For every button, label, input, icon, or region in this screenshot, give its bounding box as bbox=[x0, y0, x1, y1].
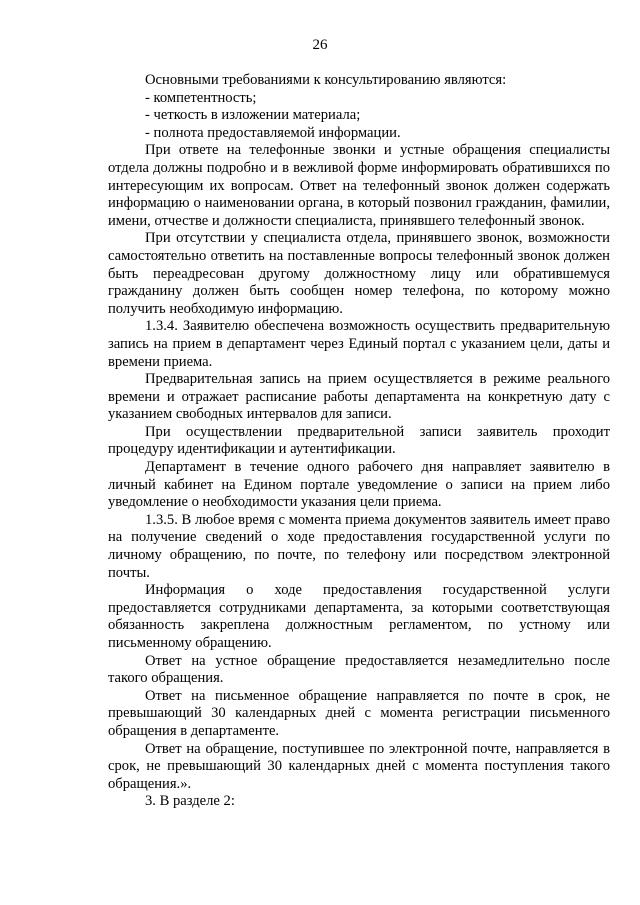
page-number: 26 bbox=[312, 37, 328, 53]
paragraph-section-1-3-5: 1.3.5. В любое время с момента приема документов заявитель имеет право на получение сведений о ходе предоставления государственной услуги по личному обращению, по почте, по телефону или посредством электронной почты. bbox=[108, 511, 610, 581]
paragraph-written-response: Ответ на письменное обращение направляется по почте в срок, не превышающий 30 календарных дней с момента регистрации письменного обращения в департаменте. bbox=[108, 687, 610, 739]
paragraph-realtime-booking: Предварительная запись на прием осуществляется в режиме реального времени и отражает расписание работы департамента на конкретную дату с указанием свободных интервалов для записи. bbox=[108, 371, 610, 423]
paragraph-progress-info: Информация о ходе предоставления государственной услуги предоставляется сотрудниками департамента, за которыми соответствующая обязанность закреплена должностным регламентом, по устному или письменному обращению. bbox=[108, 582, 610, 651]
list-item-competence: - компетентность; bbox=[145, 89, 257, 106]
paragraph-call-redirect: При отсутствии у специалиста отдела, принявшего звонок, возможности самостоятельно ответить на поставленные вопросы телефонный звонок должен быть переадресован другому должностному лицу или обратившемуся гражданину должен быть сообщен номер телефона, по которому можно получить необходимую информацию. bbox=[108, 230, 610, 317]
paragraph-section-2-heading: 3. В разделе 2: bbox=[145, 793, 235, 810]
list-item-completeness: - полнота предоставляемой информации. bbox=[145, 124, 401, 141]
paragraph-phone-answers: При ответе на телефонные звонки и устные обращения специалисты отдела должны подробно и в вежливой форме информировать обратившихся по интересующим их вопросам. Ответ на телефонный звонок должен содержать информацию о наименовании органа, в который позвонил гражданин, фамилии, имени, отчестве и должности специалиста, принявшего телефонный звонок. bbox=[108, 142, 610, 229]
paragraph-section-1-3-4: 1.3.4. Заявителю обеспечена возможность осуществить предварительную запись на прием в департамент через Единый портал с указанием цели, даты и времени приема. bbox=[108, 318, 610, 370]
paragraph-email-response: Ответ на обращение, поступившее по электронной почте, направляется в срок, не превышающий 30 календарных дней с момента поступления такого обращения.». bbox=[108, 740, 610, 792]
paragraph-identification: При осуществлении предварительной записи заявитель проходит процедуру идентификации и аутентификации. bbox=[108, 423, 610, 458]
list-item-clarity: - четкость в изложении материала; bbox=[145, 107, 361, 124]
paragraph-notification: Департамент в течение одного рабочего дня направляет заявителю в личный кабинет на Едином портале уведомление о записи на прием либо уведомление о необходимости указания цели приема. bbox=[108, 459, 610, 511]
paragraph-requirements-intro: Основными требованиями к консультированию являются: bbox=[145, 72, 507, 88]
paragraph-oral-response: Ответ на устное обращение предоставляется незамедлительно после такого обращения. bbox=[108, 652, 610, 687]
document-body bbox=[108, 72, 610, 811]
